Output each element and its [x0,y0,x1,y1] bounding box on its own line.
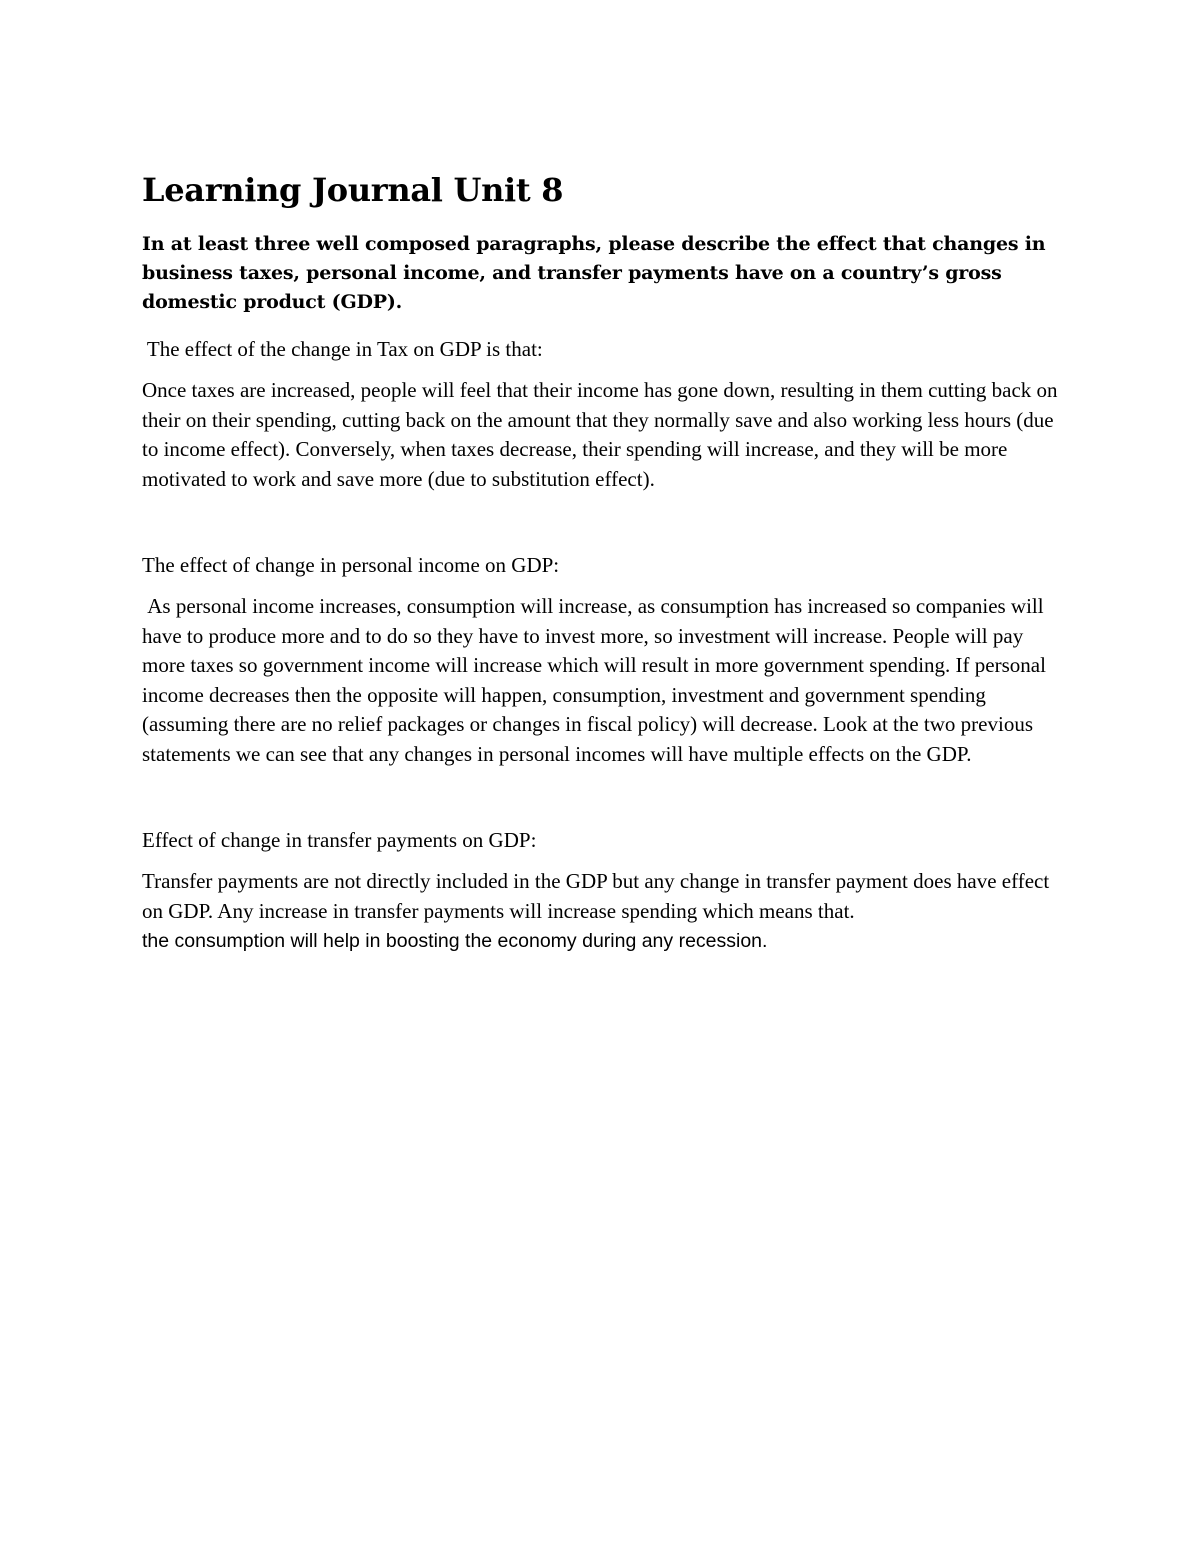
section-tax [142,335,1067,494]
assignment-prompt: In at least three well composed paragraphs, please describe the effect that changes in business taxes, personal income, and transfer payments have on a country’s gross domestic product (GDP). [142,233,1046,313]
section-body-transfer-payments-sans: the consumption will help in boosting the economy during any recession. [142,930,768,952]
section-body-transfer-payments-serif: Transfer payments are not directly included in the GDP but any change in transfer payment does have effect on GDP. Any increase in transfer payments will increase spending which means that. [142,869,1050,923]
section-heading-personal-income: The effect of change in personal income on GDP: [142,553,560,577]
section-heading-transfer-payments: Effect of change in transfer payments on GDP: [142,828,537,852]
section-body-personal-income: As personal income increases, consumption will increase, as consumption has increased so companies will have to produce more and to do so they have to invest more, so investment will increase. People will pay more taxes so government income will increase which will result in more government spending. If personal income decreases then the opposite will happen, consumption, investment and government spending (assuming there are no relief packages or changes in fiscal policy) will decrease. Look at the two previous statements we can see that any changes in personal incomes will have multiple effects on the GDP. [142,594,1052,766]
section-personal-income [142,551,1067,769]
document-content [142,168,1067,957]
section-transfer-payments [142,826,1067,957]
section-heading-tax: The effect of the change in Tax on GDP is that: [142,337,543,361]
document-title: Learning Journal Unit 8 [142,171,564,209]
section-body-tax: Once taxes are increased, people will feel that their income has gone down, resulting in them cutting back on their on their spending, cutting back on the amount that they normally save and also working less hours (due to income effect). Conversely, when taxes decrease, their spending will increase, and they will be more motivated to work and save more (due to substitution effect). [142,378,1058,491]
paragraph-spacer [142,769,1067,826]
paragraph-spacer [142,494,1067,551]
section-body-transfer-payments [142,867,1067,957]
